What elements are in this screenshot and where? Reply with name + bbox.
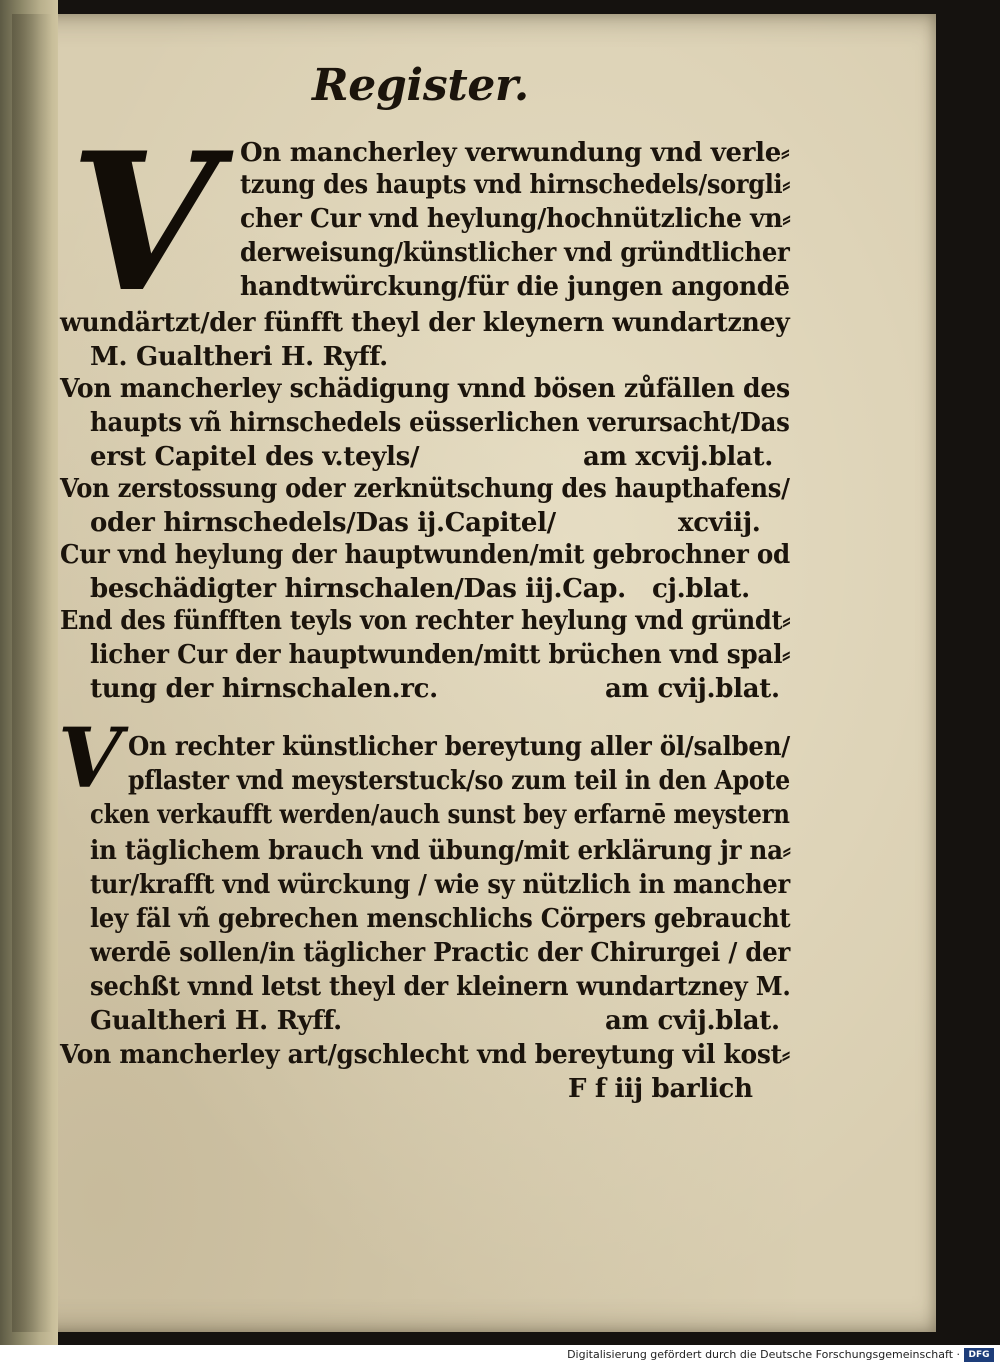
entry-line: erst Capitel des v.teyls/ — [90, 442, 420, 472]
section2-line: Gualtheri H. Ryff. — [90, 1006, 342, 1036]
section1-line: tzung des haupts vnd hirnschedels/sorgli⸗ — [240, 170, 791, 200]
section2-line: On rechter künstlicher bereytung aller öl/salben/ — [128, 732, 790, 762]
drop-cap-initial: V — [58, 711, 122, 807]
section1-line: handtwürckung/für die jungen angondē — [240, 272, 790, 302]
section2-line: werdē sollen/in täglicher Practic der Chirurgei / der — [90, 938, 791, 968]
entry-page-ref: cj.blat. — [652, 574, 750, 604]
section2-line: sechßt vnnd letst theyl der kleinern wundartzney M. — [90, 972, 791, 1002]
closing-line: Von mancherley art/gschlecht vnd bereytung vil kost⸗ — [60, 1040, 790, 1070]
section1-line: wundärtzt/der fünfft theyl der kleynern wundartzney — [60, 308, 790, 338]
drop-cap-initial: V — [70, 111, 218, 334]
section2-line: pflaster vnd meysterstuck/so zum teil in den Apote — [128, 766, 790, 796]
entry-page-ref: xcviij. — [678, 508, 761, 538]
funding-credit: Digitalisierung gefördert durch die Deutsche Forschungsgemeinschaft · — [567, 1348, 960, 1361]
entry-page-ref: am xcvij.blat. — [583, 442, 773, 472]
section2-line: cken verkaufft werden/auch sunst bey erfarnē meystern — [90, 800, 790, 830]
section1-line: cher Cur vnd heylung/hochnützliche vn⸗ — [240, 204, 791, 234]
section1-line: M. Gualtheri H. Ryff. — [90, 342, 388, 372]
entry-line: tung der hirnschalen.rc. — [90, 674, 438, 704]
entry-page-ref: am cvij.blat. — [605, 674, 780, 704]
entry-line: beschädigter hirnschalen/Das iij.Cap. — [90, 574, 626, 604]
section2-line: ley fäl vñ gebrechen menschlichs Cörpers gebraucht — [90, 904, 791, 934]
page-heading: Register. — [312, 60, 529, 111]
entry-page-ref: am cvij.blat. — [605, 1006, 780, 1036]
section1-line: On mancherley verwundung vnd verle⸗ — [240, 138, 790, 168]
entry-line: oder hirnschedels/Das ij.Capitel/ — [90, 508, 556, 538]
entry-line: End des fünfften teyls von rechter heylung vnd gründt⸗ — [60, 606, 791, 636]
entry-line: Von mancherley schädigung vnnd bösen zůfällen des — [60, 374, 790, 404]
page-gutter — [12, 14, 52, 1332]
section2-line: in täglichem brauch vnd übung/mit erklärung jr na⸗ — [90, 836, 791, 866]
dfg-logo-icon: DFG — [964, 1348, 994, 1362]
entry-line: Von zerstossung oder zerknütschung des haupthafens/ — [60, 474, 790, 504]
entry-line: licher Cur der hauptwunden/mitt brüchen vnd spal⸗ — [90, 640, 791, 670]
footer-strip — [0, 1345, 1000, 1366]
catchword: F f iij barlich — [568, 1074, 753, 1104]
section2-line: tur/krafft vnd würckung / wie sy nützlich in mancher — [90, 870, 790, 900]
entry-line: Cur vnd heylung der hauptwunden/mit gebrochner od — [60, 540, 790, 570]
entry-line: haupts vñ hirnschedels eüsserlichen verursacht/Das — [90, 408, 790, 438]
section1-line: derweisung/künstlicher vnd gründtlicher — [240, 238, 790, 268]
